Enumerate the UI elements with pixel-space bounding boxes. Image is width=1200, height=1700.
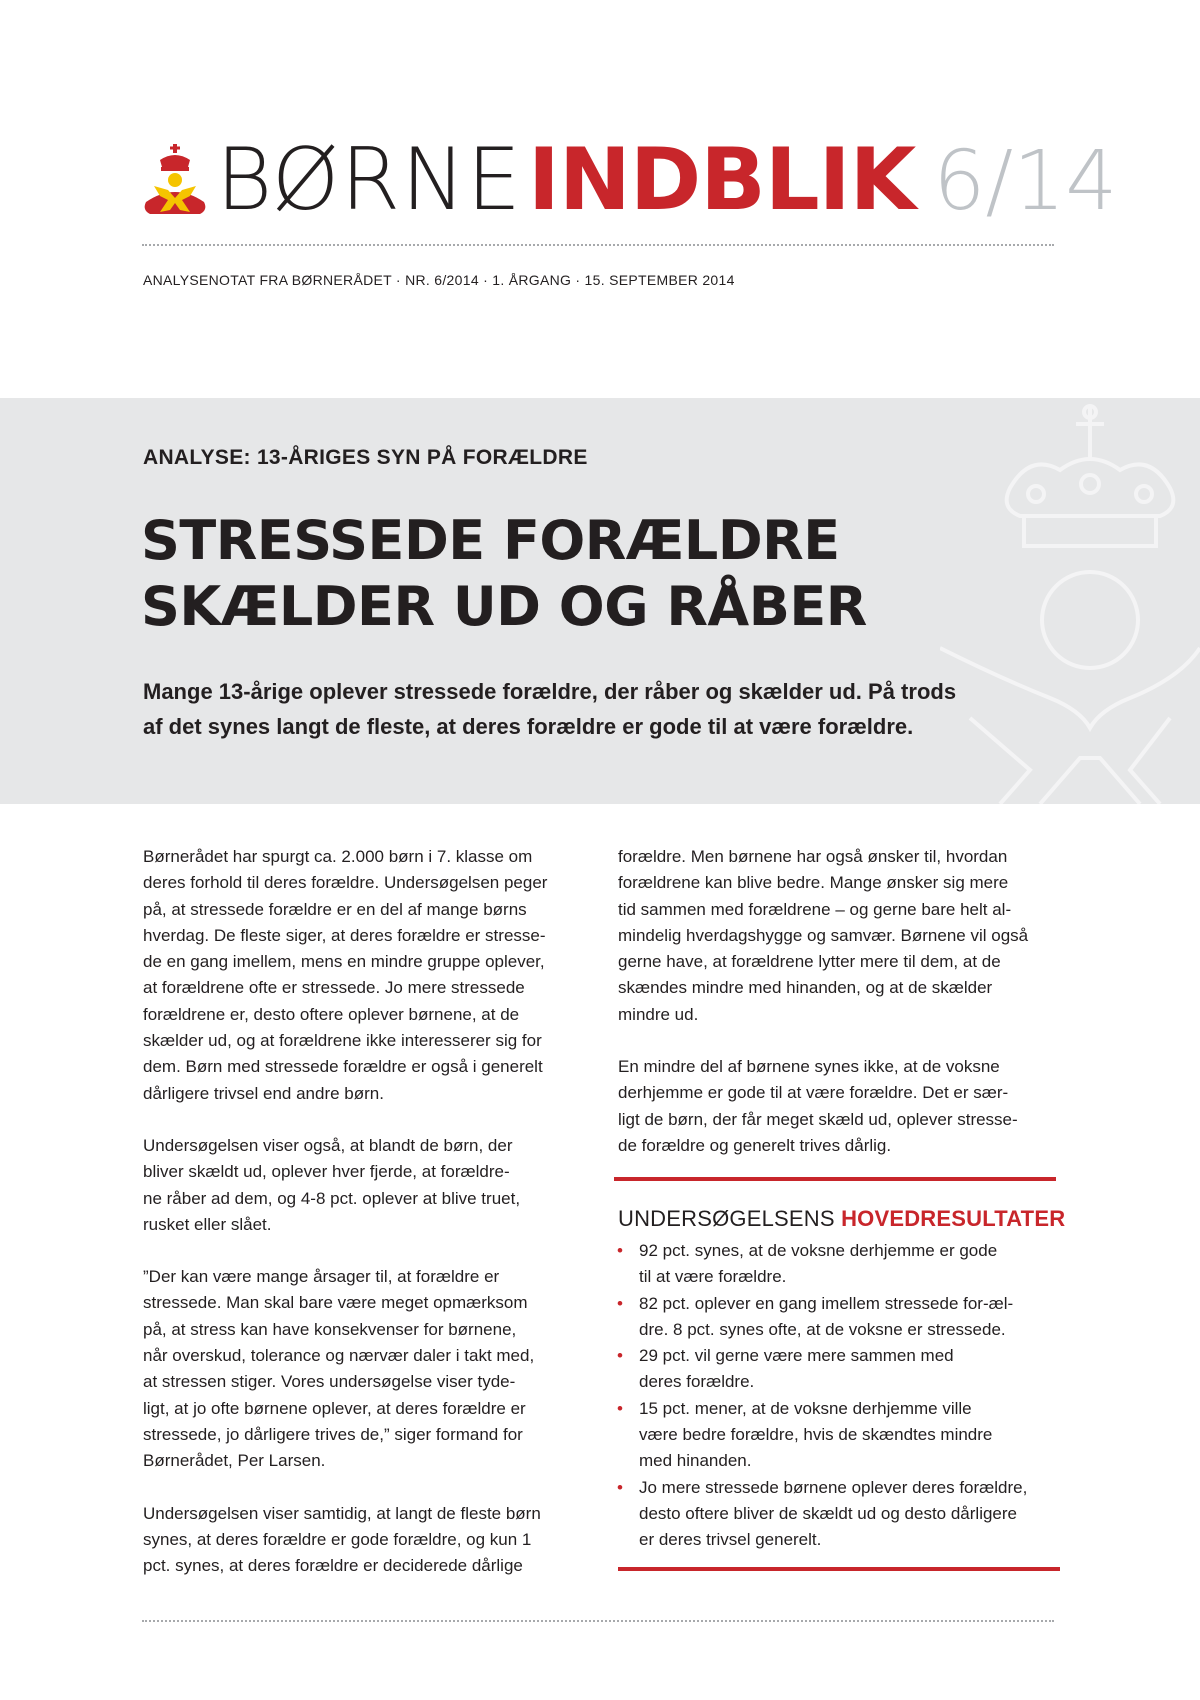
body-line: skælder ud, og at forældrene ikke interesserer sig for — [143, 1031, 542, 1051]
lede-line: af det synes langt de fleste, at deres forældre er gode til at være forældre. — [143, 714, 914, 739]
results-box-top-rule — [614, 1177, 1056, 1181]
body-line: Undersøgelsen viser også, at blandt de børn, der — [143, 1135, 513, 1155]
body-line: En mindre del af børnene synes ikke, at de voksne — [618, 1057, 1000, 1077]
body-line: stressede. Man skal bare være meget opmærksom — [143, 1293, 528, 1313]
brand-light-text: BØRNE — [216, 130, 522, 230]
body-line: Undersøgelsen viser samtidig, at langt de fleste børn — [143, 1503, 541, 1523]
result-line: 15 pct. mener, at de voksne derhjemme ville — [639, 1398, 972, 1418]
result-item — [615, 1396, 1065, 1475]
body-line: forældrene kan blive bedre. Mange ønsker sig mere — [618, 873, 1009, 893]
body-line: ligt, at jo ofte børnene oplever, at deres forældre er — [143, 1398, 526, 1418]
body-line: hverdag. De fleste siger, at deres forældre er stresse- — [143, 925, 546, 945]
body-line: forældre. Men børnene har også ønsker til, hvordan — [618, 847, 1008, 866]
result-line: deres forældre. — [639, 1372, 755, 1392]
results-list — [615, 1238, 1065, 1554]
body-line: mindre ud. — [618, 1004, 699, 1024]
body-line: på, at stressede forældre er en del af mange børns — [143, 899, 527, 919]
results-title-bold: HOVEDRESULTATER — [841, 1206, 1066, 1231]
results-title-light: UNDERSØGELSENS — [618, 1206, 842, 1231]
body-line: stressede, jo dårligere trives de,” siger formand for — [143, 1424, 523, 1444]
body-line: Børnerådet, Per Larsen. — [143, 1451, 326, 1471]
headline-line: STRESSEDE FORÆLDRE — [141, 509, 840, 572]
body-line: gerne have, at forældrene lytter mere til dem, at de — [618, 952, 1001, 972]
masthead-divider — [142, 244, 1054, 246]
result-item — [615, 1238, 1065, 1291]
body-paragraph — [143, 1133, 583, 1238]
brand-bold-text: INDBLIK — [527, 130, 916, 230]
body-line: dårligere trivsel end andre børn. — [143, 1083, 384, 1103]
body-line: ne råber ad dem, og 4-8 pct. oplever at blive truet, — [143, 1188, 521, 1208]
result-line: er deres trivsel generelt. — [639, 1530, 822, 1550]
body-line: derhjemme er gode til at være forældre. Det er sær- — [618, 1083, 1009, 1103]
body-line: at stressen stiger. Vores undersøgelse viser tyde- — [143, 1372, 516, 1392]
body-line: på, at stress kan have konsekvenser for børnene, — [143, 1319, 517, 1339]
body-line: pct. synes, at deres forældre er deciderede dårlige — [143, 1556, 523, 1576]
result-item — [615, 1343, 1065, 1396]
issue-number: 6/14 — [933, 134, 1118, 229]
article-kicker: ANALYSE: 13-ÅRIGES SYN PÅ FORÆLDRE — [143, 446, 588, 469]
result-line: 29 pct. vil gerne være mere sammen med — [639, 1346, 954, 1366]
body-line: skændes mindre med hinanden, og at de skælder — [618, 978, 993, 998]
body-paragraph — [143, 1264, 583, 1474]
body-line: at forældrene ofte er stressede. Jo mere stressede — [143, 978, 525, 998]
body-line: dem. Børn med stressede forældre er også i generelt — [143, 1057, 543, 1077]
body-line: de forældre og generelt trives dårlig. — [618, 1135, 892, 1155]
result-line: dre. 8 pct. synes ofte, at de voksne er stressede. — [639, 1319, 1006, 1339]
article-lede — [143, 674, 1003, 744]
bullet-icon: • — [617, 1241, 623, 1260]
body-line: tid sammen med forældrene – og gerne bare helt al- — [618, 899, 1012, 919]
result-line: 82 pct. oplever en gang imellem stressede for-æl- — [639, 1293, 1014, 1313]
body-line: rusket eller slået. — [143, 1214, 272, 1234]
footer-divider — [142, 1620, 1054, 1622]
body-paragraph — [143, 844, 583, 1107]
body-line: bliver skældt ud, oplever hver fjerde, at forældre- — [143, 1162, 510, 1182]
result-item — [615, 1291, 1065, 1344]
bullet-icon: • — [617, 1477, 623, 1497]
result-line: være bedre forældre, hvis de skændtes mindre — [639, 1425, 993, 1445]
body-line: ligt de børn, der får meget skæld ud, oplever stresse- — [618, 1109, 1018, 1129]
body-column-right — [618, 844, 1058, 1185]
body-line: Børnerådet har spurgt ca. 2.000 børn i 7. klasse om — [143, 847, 533, 866]
bullet-icon: • — [617, 1398, 623, 1418]
result-line: med hinanden. — [639, 1451, 752, 1471]
body-line: ”Der kan være mange årsager til, at forældre er — [143, 1267, 500, 1287]
result-item — [615, 1475, 1065, 1554]
boerneraadet-logo-icon — [140, 140, 210, 220]
result-line: 92 pct. synes, at de voksne derhjemme er gode — [639, 1241, 998, 1260]
body-line: mindelig hverdagshygge og samvær. Børnene vil også — [618, 925, 1029, 945]
issue-meta: ANALYSENOTAT FRA BØRNERÅDET · NR. 6/2014 · 1. ÅRGANG · 15. SEPTEMBER 2014 — [143, 272, 735, 288]
results-box-bottom-rule — [618, 1567, 1060, 1571]
body-paragraph — [618, 844, 1058, 1028]
body-line: synes, at deres forældre er gode forældre, og kun 1 — [143, 1529, 532, 1549]
article-headline — [141, 508, 867, 640]
body-line: forældrene er, desto oftere oplever børnene, at de — [143, 1004, 520, 1024]
result-line: Jo mere stressede børnene oplever deres forældre, — [639, 1477, 1028, 1497]
body-line: deres forhold til deres forældre. Undersøgelsen peger — [143, 873, 548, 893]
body-paragraph — [143, 1501, 583, 1580]
result-line: desto oftere bliver de skældt ud og desto dårligere — [639, 1503, 1018, 1523]
masthead-brand — [216, 130, 1117, 230]
headline-line: SKÆLDER UD OG RÅBER — [141, 575, 867, 638]
body-line: de en gang imellem, mens en mindre gruppe oplever, — [143, 952, 545, 972]
result-line: til at være forældre. — [639, 1267, 787, 1287]
bullet-icon: • — [617, 1293, 623, 1313]
body-column-left — [143, 844, 583, 1605]
lede-line: Mange 13-årige oplever stressede forældre, der råber og skælder ud. På trods — [143, 679, 957, 704]
body-paragraph — [618, 1054, 1058, 1159]
results-box-title — [618, 1206, 1065, 1232]
bullet-icon: • — [617, 1346, 623, 1366]
body-line: når overskud, tolerance og nærvær daler i takt med, — [143, 1346, 535, 1366]
